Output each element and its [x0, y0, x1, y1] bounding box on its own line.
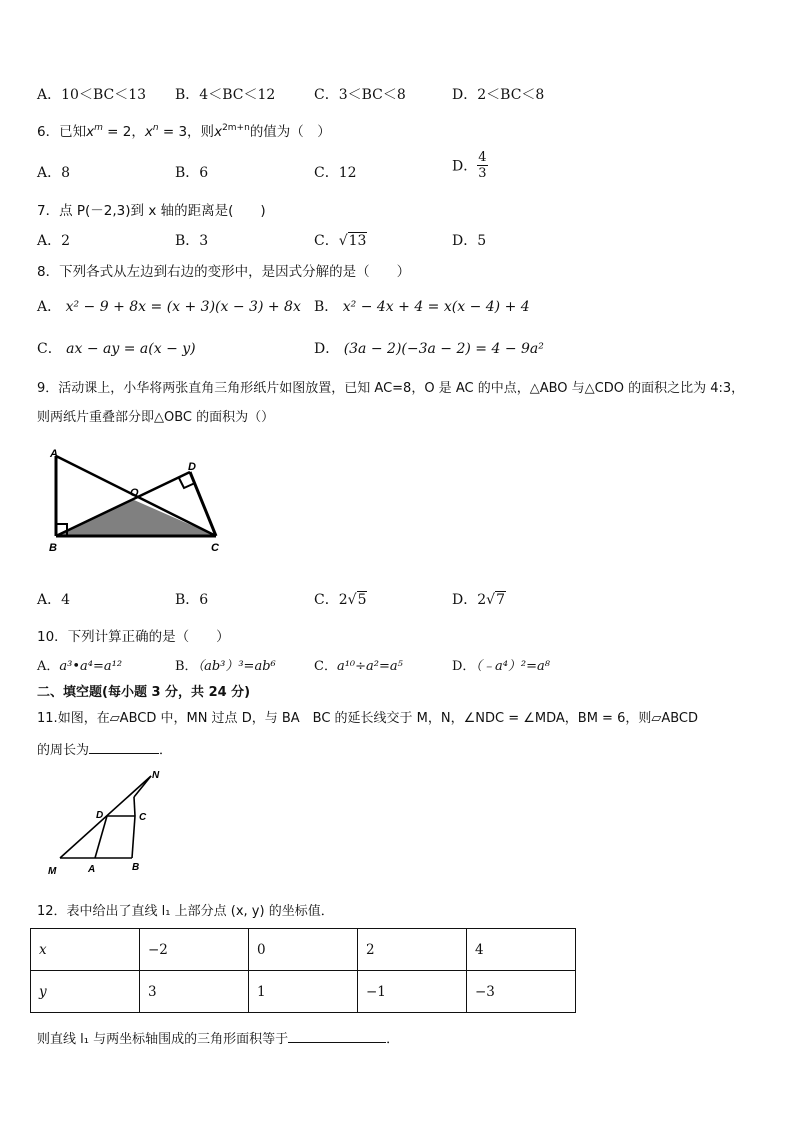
label-d: D — [188, 461, 196, 473]
q9-figure — [40, 446, 230, 558]
table-cell: 1 — [249, 971, 358, 1013]
q8-stem: 8．下列各式从左边到右边的变形中，是因式分解的是（ ） — [37, 264, 411, 280]
edge-da — [95, 816, 107, 858]
label-d: D — [96, 810, 104, 821]
q8-option-b: B． x² − 4x + 4 = x(x − 4) + 4 — [314, 299, 530, 315]
table-row — [31, 929, 576, 971]
table-cell: −2 — [140, 929, 249, 971]
q6-option-d: D． $\frac{4}{3}$ — [452, 150, 487, 181]
q12-tail: 则直线 l₁ 与两坐标轴围成的三角形面积等于 ． — [37, 1032, 400, 1047]
q6-option-a: A．8 — [37, 165, 71, 181]
q5-option-b: B．4＜BC＜12 — [175, 87, 276, 103]
q7-stem: 7．点 P(－2,3)到 x 轴的距离是( ) — [37, 203, 266, 219]
q9-option-c: C．2√5 — [314, 592, 367, 608]
table-cell: 2 — [358, 929, 467, 971]
label-c: C — [139, 812, 147, 823]
coordinate-table — [30, 928, 576, 1013]
q7-option-a: A．2 — [37, 233, 71, 249]
q10-stem: 10．下列计算正确的是（ ） — [37, 629, 230, 645]
q10-option-c: C．a¹⁰÷a²=a⁵ — [314, 659, 403, 674]
q9-stem-line1: 9．活动课上，小华将两张直角三角形纸片如图放置，已知 AC=8，O 是 AC 的中点，△ABO 与△CDO 的面积之比为 4:3， — [37, 381, 745, 396]
q9-option-b: B．6 — [175, 592, 209, 608]
table-cell: −1 — [358, 971, 467, 1013]
line-n-segment — [134, 776, 151, 797]
q6-option-c: C．12 — [314, 165, 357, 181]
table-cell: y — [31, 971, 140, 1013]
q6-option-b: B．6 — [175, 165, 209, 181]
label-c: C — [211, 542, 219, 554]
table-cell: 0 — [249, 929, 358, 971]
q7-option-b: B．3 — [175, 233, 209, 249]
overlap-triangle-obc — [56, 500, 216, 536]
q9-stem-line2: 则两纸片重叠部分即△OBC 的面积为（） — [37, 410, 275, 425]
q8-option-c: C． ax − ay = a(x − y) — [37, 341, 196, 357]
q6-stem: 6．已知$x^m = 2$，$x^n = 3$，则$x^{2m+n}$的值为（ ） — [37, 123, 331, 140]
section-title: 二、填空题(每小题 3 分，共 24 分) — [37, 685, 251, 700]
line-cn — [134, 797, 135, 816]
q5-option-d: D．2＜BC＜8 — [452, 87, 545, 103]
table-cell: 4 — [467, 929, 576, 971]
sqrt-sign: √ — [347, 592, 357, 608]
label-a: A — [88, 864, 96, 875]
q9-option-d: D．2√7 — [452, 592, 505, 608]
q11-figure — [36, 766, 166, 878]
label-o: O — [130, 487, 139, 499]
sqrt-sign: √ — [486, 592, 496, 608]
q12-stem: 12．表中给出了直线 l₁ 上部分点 (x, y) 的坐标值． — [37, 904, 334, 919]
answer-blank[interactable] — [89, 753, 159, 754]
answer-blank[interactable] — [288, 1042, 386, 1043]
q5-option-a: A．10＜BC＜13 — [37, 87, 147, 103]
q5-option-c: C．3＜BC＜8 — [314, 87, 406, 103]
fraction: $\frac{4}{3}$ — [478, 150, 487, 181]
label-b: B — [49, 542, 57, 554]
table-row — [31, 971, 576, 1013]
q8-option-d: D． (3a − 2)(−3a − 2) = 4 − 9a² — [314, 341, 544, 357]
label-n: N — [152, 770, 160, 781]
q8-option-a: A． x² − 9 + 8x = (x + 3)(x − 3) + 8x — [37, 299, 301, 315]
q10-option-b: B．（ab³）³=ab⁶ — [175, 659, 276, 674]
q9-option-a: A．4 — [37, 592, 71, 608]
q11-stem-line1: 11.如图，在▱ABCD 中，MN 过点 D，与 BA BC 的延长线交于 M，N，∠NDC = ∠MDA，BM = 6，则▱ABCD — [37, 711, 699, 726]
table-cell: −3 — [467, 971, 576, 1013]
q10-option-d: D．（﹣a⁴）²=a⁸ — [452, 659, 550, 674]
q7-option-d: D．5 — [452, 233, 487, 249]
table-cell: x — [31, 929, 140, 971]
label-a: A — [50, 448, 58, 460]
q10-option-a: A．a³•a⁴=a¹² — [37, 659, 123, 674]
label-m: M — [48, 866, 57, 877]
line-mn — [60, 776, 151, 858]
sqrt-sign: √ — [338, 233, 348, 249]
edge-cb — [132, 816, 135, 858]
q11-stem-line2: 的周长为 ． — [37, 743, 173, 758]
q7-option-c: C．√13 — [314, 233, 367, 249]
label-b: B — [132, 862, 140, 873]
table-cell: 3 — [140, 971, 249, 1013]
